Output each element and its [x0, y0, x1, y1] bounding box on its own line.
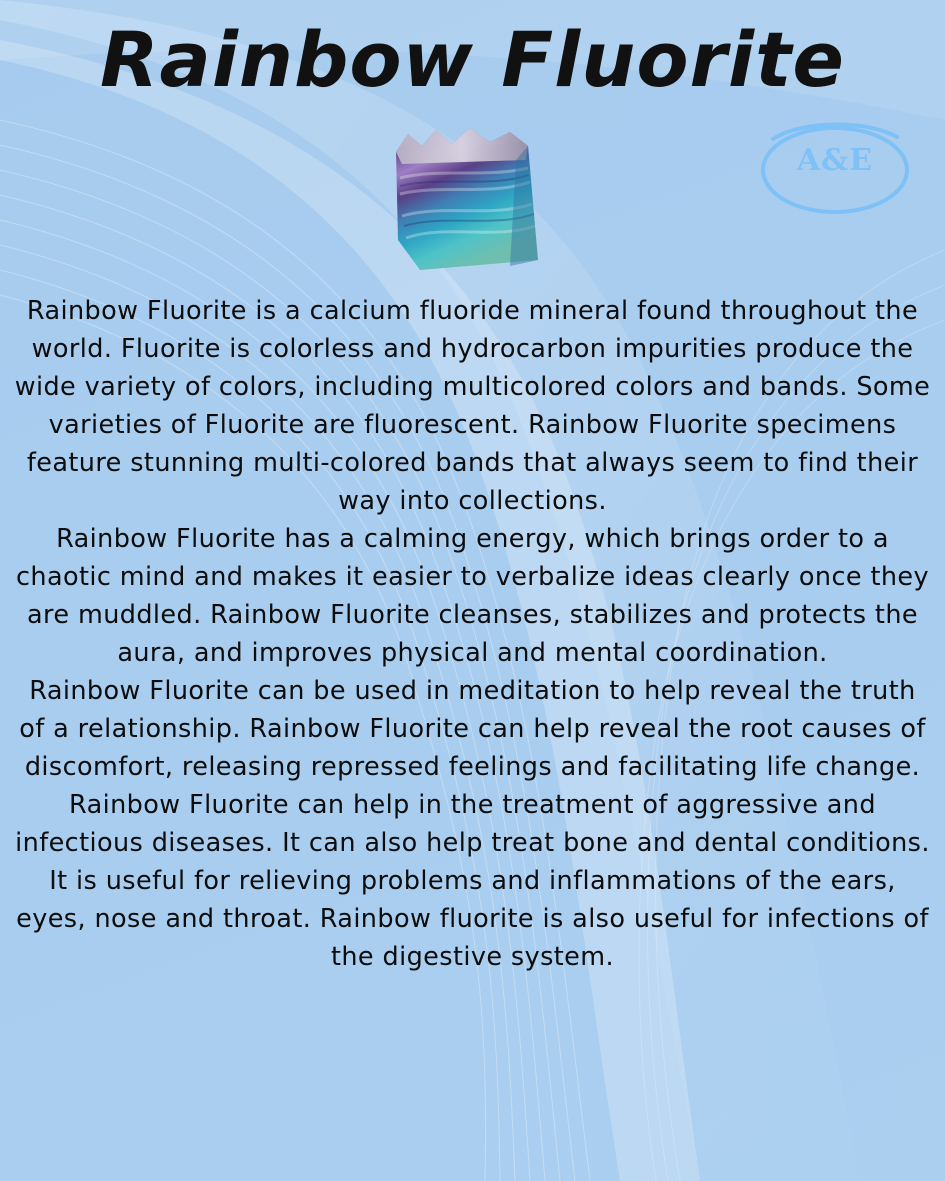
paragraph-1: Rainbow Fluorite is a calcium fluoride mineral found throughout the world. Fluorite is colorless and hydrocarbon impurities produce the wide variety of colors, including multicolored colors and bands. Some varieties of Fluorite are fluorescent. Rainbow Fluorite specimens feature stunning multi-colored bands that always seem to find their way into collections.	[14, 296, 931, 516]
logo	[755, 115, 915, 220]
article-body	[14, 292, 931, 976]
page-title: Rainbow Fluorite	[100, 15, 845, 104]
paragraph-4: Rainbow Fluorite can help in the treatment of aggressive and infectious diseases. It can also help treat bone and dental conditions. It is useful for relieving problems and inflammations of the ears, eyes, nose and throat. Rainbow fluorite is also useful for infections of the digestive system.	[15, 790, 930, 972]
logo-text: A&E	[796, 143, 874, 178]
fluorite-image	[378, 120, 568, 275]
paragraph-2: Rainbow Fluorite has a calming energy, which brings order to a chaotic mind and makes it easier to verbalize ideas clearly once they are muddled. Rainbow Fluorite cleanses, stabilizes and protects the aura, and improves physical and mental coordination.	[15, 524, 930, 668]
paragraph-3: Rainbow Fluorite can be used in meditation to help reveal the truth of a relationship. Rainbow Fluorite can help reveal the root causes of discomfort, releasing repressed feelings and facilitating life change.	[19, 676, 926, 782]
fluorite-specimen-icon	[378, 120, 568, 275]
